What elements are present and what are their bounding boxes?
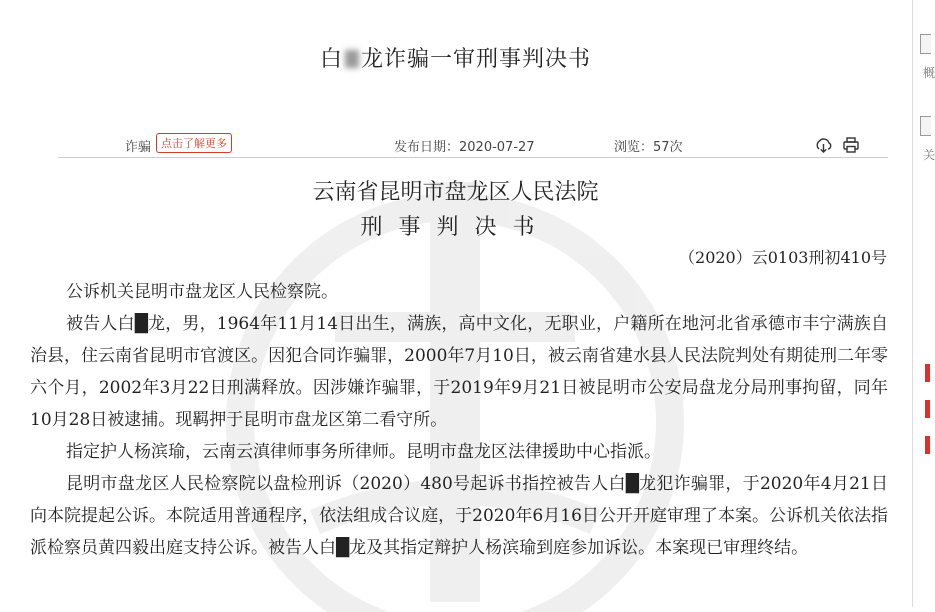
rail-red-marker xyxy=(925,364,930,382)
print-icon[interactable] xyxy=(842,136,860,154)
header-divider xyxy=(58,157,888,158)
page-title xyxy=(0,42,911,73)
learn-more-button[interactable]: 点击了解更多 xyxy=(156,133,232,153)
right-sidebar xyxy=(912,0,935,607)
rail-item-1[interactable]: 概 xyxy=(923,66,935,80)
court-name: 云南省昆明市盘龙区人民法院 xyxy=(312,180,599,205)
download-icon[interactable] xyxy=(814,136,832,154)
publish-date: 发布日期：2020-07-27 xyxy=(394,140,535,155)
rail-item-2[interactable]: 关 xyxy=(923,148,935,162)
paragraph-procedure: 昆明市盘龙区人民检察院以盘检刑诉（2020）480号起诉书指控被告人白█龙犯诈骗罪，于2020年4月21日向本院提起公诉。本院适用普通程序，依法组成合议庭，于2020年6月16日公开开庭审理了本案。公诉机关依法指派检察员黄四毅出庭支持公诉。被告人白█龙及其指定辩护人杨滨瑜到庭参加诉讼。本案现已审理终结。 xyxy=(30,474,888,558)
cause-label: 诈骗 xyxy=(125,140,152,155)
rail-red-marker-2 xyxy=(925,400,930,418)
rail-document-icon-2[interactable] xyxy=(920,116,931,136)
view-count: 浏览：57次 xyxy=(614,140,683,155)
paragraph-defense-counsel: 指定护人杨滨瑜，云南云滇律师事务所律师。昆明市盘龙区法律援助中心指派。 xyxy=(66,442,661,462)
paragraph-defendant: 被告人白█龙，男，1964年11月14日出生，满族，高中文化，无职业，户籍所在地河北省承德市丰宁满族自治县，住云南省昆明市官渡区。因犯合同诈骗罪，2000年7月10日，被云南省建水县人民法院判处有期徒刑二年零六个月，2002年3月22日刑满释放。因涉嫌诈骗罪，于2019年9月21日被昆明市公安局盘龙分局刑事拘留，同年10月28日被逮捕。现羁押于昆明市盘龙区第二看守所。 xyxy=(30,314,888,430)
document-type: 刑事判决书 xyxy=(360,215,551,240)
title-suffix: 龙诈骗一审刑事判决书 xyxy=(361,47,592,72)
redacted-name-blur xyxy=(345,50,359,68)
meta-row xyxy=(0,135,911,155)
case-number: （2020）云0103刑初410号 xyxy=(679,248,887,267)
rail-red-marker-3 xyxy=(925,436,930,454)
judgment-body xyxy=(30,276,888,564)
title-prefix: 白 xyxy=(319,47,343,72)
paragraph-prosecutor: 公诉机关昆明市盘龙区人民检察院。 xyxy=(66,282,338,302)
rail-document-icon[interactable] xyxy=(920,34,931,54)
